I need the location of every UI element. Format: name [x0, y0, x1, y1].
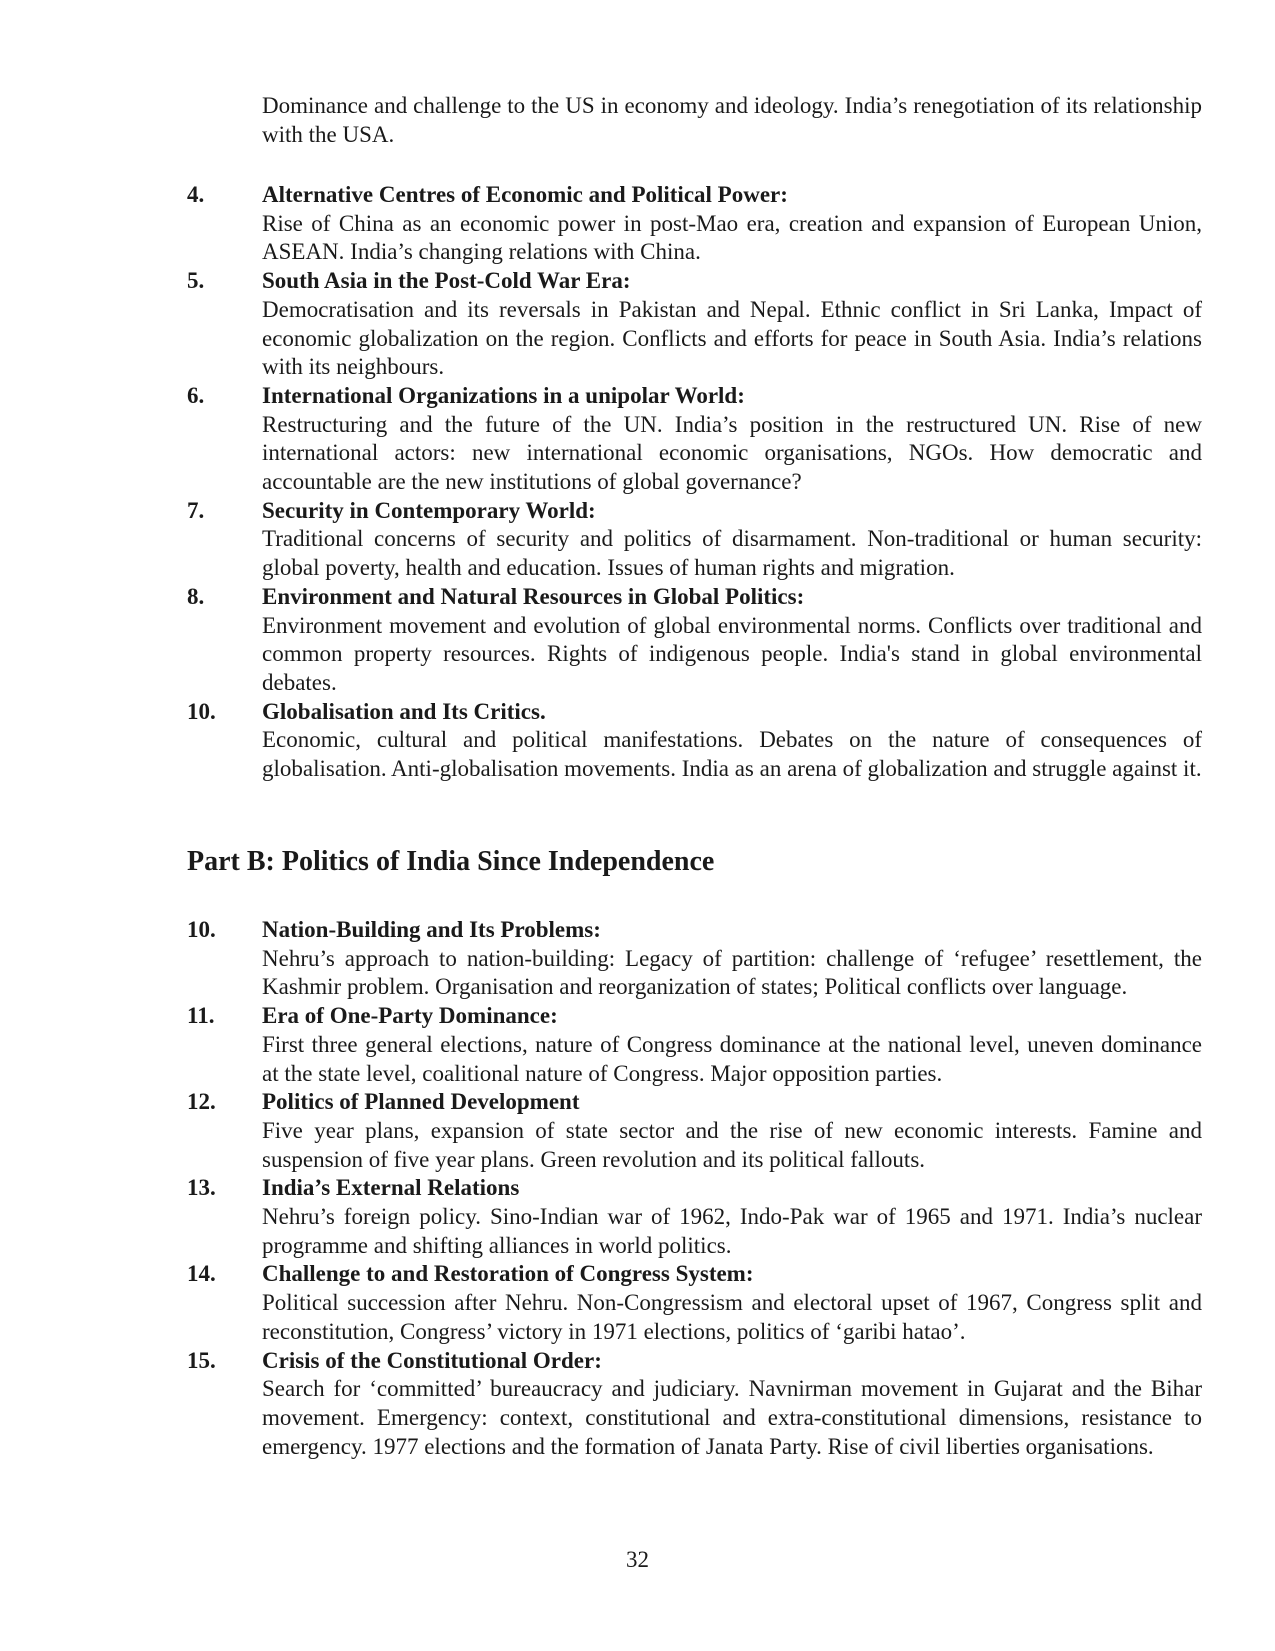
topic-description: Environment movement and evolution of global environmental norms. Conflicts over traditional and common property resources. Rights of indigenous people. India's stand in global environmental debates.: [262, 612, 1202, 695]
topic-item: [187, 181, 1202, 267]
topic-description: First three general elections, nature of Congress dominance at the national level, uneven dominance at the state level, coalitional nature of Congress. Major opposition parties.: [262, 1031, 1202, 1086]
topic-item: [187, 583, 1202, 698]
section-heading: Part B: Politics of India Since Independence: [187, 846, 715, 877]
topic-title: Alternative Centres of Economic and Political Power:: [262, 182, 788, 207]
topic-number: 8.: [187, 583, 205, 609]
topic-title: Environment and Natural Resources in Global Politics:: [262, 583, 805, 609]
topic-title: South Asia in the Post-Cold War Era:: [262, 268, 631, 294]
topic-title: Challenge to and Restoration of Congress System:: [262, 1261, 754, 1287]
topic-title: Politics of Planned Development: [262, 1089, 580, 1115]
intro-paragraph: Dominance and challenge to the US in economy and ideology. India’s renegotiation of its relationship with the USA.: [262, 93, 1202, 147]
topic-number: 10.: [187, 698, 216, 724]
topic-title: India’s External Relations: [262, 1175, 520, 1201]
topic-item: [187, 1347, 1202, 1462]
topic-title: Globalisation and Its Critics.: [262, 698, 546, 724]
topic-number: 7.: [187, 497, 205, 523]
part-b-topic-list: [187, 916, 1202, 1461]
topic-description: Restructuring and the future of the UN. India’s position in the restructured UN. Rise of new international actors: new international economic organisations, NGOs. How democratic and accountable are the new institutions of global governance?: [262, 411, 1202, 495]
topic-number: 4.: [187, 182, 205, 207]
topic-title: Security in Contemporary World:: [262, 497, 596, 523]
topic-number: 11.: [187, 1003, 215, 1029]
topic-title: Nation-Building and Its Problems:: [262, 917, 601, 942]
topic-number: 5.: [187, 268, 205, 294]
topic-description: Search for ‘committed’ bureaucracy and judiciary. Navnirman movement in Gujarat and the Bihar movement. Emergency: context, constitutional and extra-constitutional dimensions, resistance to emergency. 1977 elections and the formation of Janata Party. Rise of civil liberties organisations.: [262, 1376, 1202, 1459]
topic-description: Rise of China as an economic power in post-Mao era, creation and expansion of European Union, ASEAN. India’s changing relations with China.: [262, 210, 1202, 265]
topic-item: [187, 916, 1202, 1002]
topic-description: Five year plans, expansion of state sector and the rise of new economic interests. Famine and suspension of five year plans. Green revolution and its political fallouts.: [262, 1117, 1202, 1172]
topic-title: International Organizations in a unipolar World:: [262, 382, 745, 408]
topic-description: Nehru’s approach to nation-building: Legacy of partition: challenge of ‘refugee’ resettlement, the Kashmir problem. Organisation and reorganization of states; Political conflicts over language.: [262, 945, 1202, 1000]
part-a-topic-list: [187, 181, 1202, 784]
topic-number: 10.: [187, 917, 216, 942]
topic-description: Traditional concerns of security and politics of disarmament. Non-traditional or human security: global poverty, health and education. Issues of human rights and migration.: [262, 526, 1202, 581]
topic-number: 12.: [187, 1089, 216, 1115]
topic-number: 15.: [187, 1347, 216, 1373]
topic-description: Political succession after Nehru. Non-Congressism and electoral upset of 1967, Congress split and reconstitution, Congress’ victory in 1971 elections, politics of ‘garibi hatao’.: [262, 1290, 1202, 1344]
topic-description: Nehru’s foreign policy. Sino-Indian war of 1962, Indo-Pak war of 1965 and 1971. India’s nuclear programme and shifting alliances in world politics.: [262, 1204, 1202, 1258]
topic-item: [187, 497, 1202, 583]
topic-number: 6.: [187, 382, 205, 408]
topic-title: Era of One-Party Dominance:: [262, 1003, 558, 1029]
topic-item: [187, 1002, 1202, 1088]
page-number: 32: [626, 1547, 649, 1572]
topic-item: [187, 1174, 1202, 1260]
topic-item: [187, 1260, 1202, 1346]
topic-item: [187, 698, 1202, 784]
topic-item: [187, 1088, 1202, 1174]
topic-title: Crisis of the Constitutional Order:: [262, 1347, 602, 1373]
topic-item: [187, 382, 1202, 497]
topic-description: Economic, cultural and political manifestations. Debates on the nature of consequences of globalisation. Anti-globalisation movements. India as an arena of globalization and struggle against it.: [262, 727, 1202, 782]
topic-item: [187, 267, 1202, 382]
topic-number: 14.: [187, 1261, 216, 1287]
topic-number: 13.: [187, 1175, 216, 1201]
topic-description: Democratisation and its reversals in Pakistan and Nepal. Ethnic conflict in Sri Lanka, Impact of economic globalization on the region. Conflicts and efforts for peace in South Asia. India’s relations with its neighbours.: [262, 296, 1202, 380]
